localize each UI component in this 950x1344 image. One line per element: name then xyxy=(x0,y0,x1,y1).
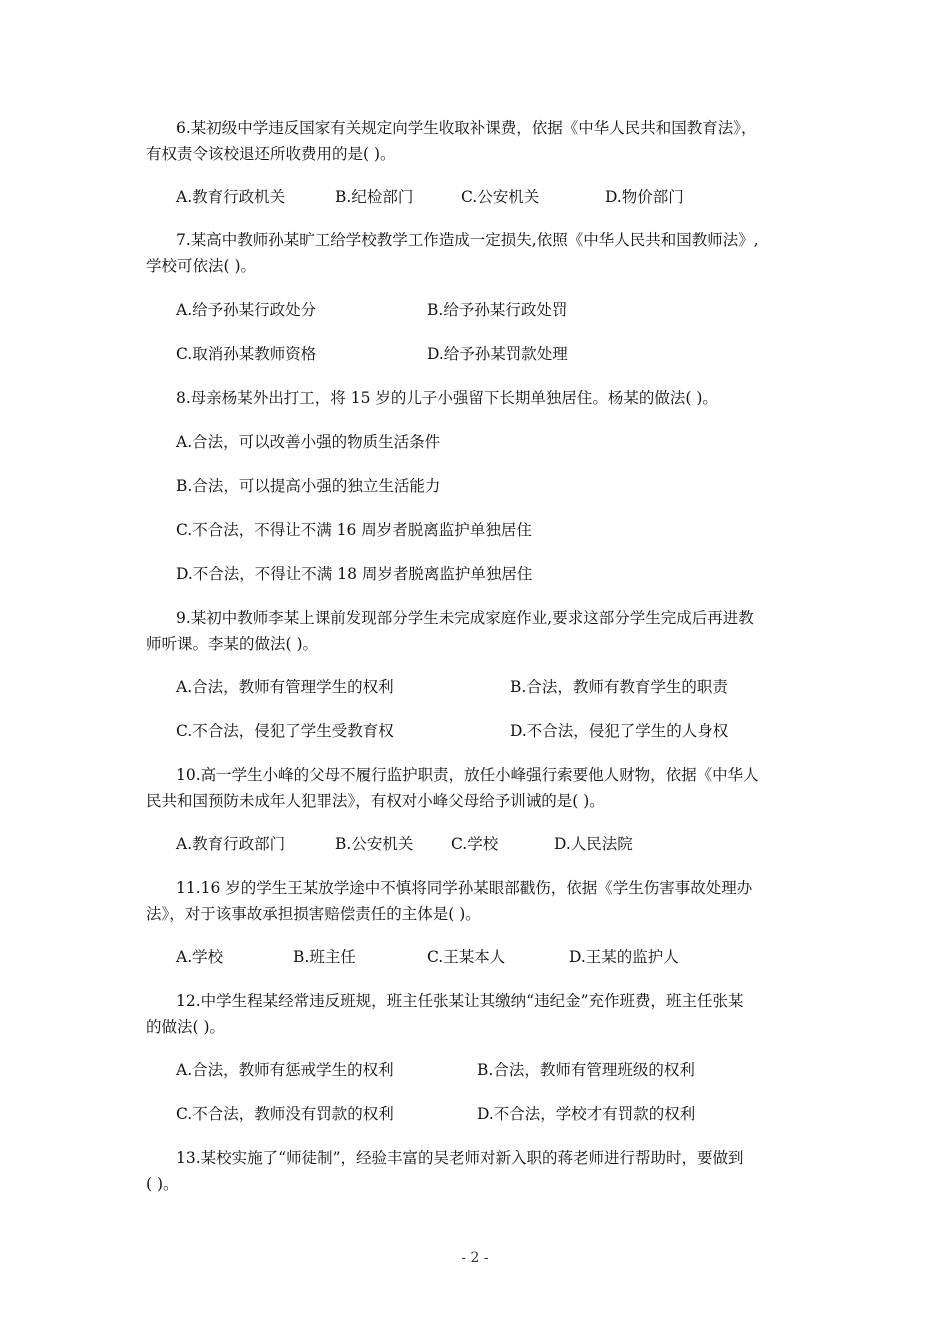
question-9-option-b: B.合法，教师有教育学生的职责 xyxy=(510,678,728,696)
question-9-option-d: D.不合法，侵犯了学生的人身权 xyxy=(510,722,729,740)
question-8-line-1: 8.母亲杨某外出打工，将 15 岁的儿子小强留下长期单独居住。杨某的做法( )。 xyxy=(176,389,718,407)
question-7-option-d: D.给予孙某罚款处理 xyxy=(427,345,568,363)
question-10-option-d: D.人民法院 xyxy=(554,835,633,853)
question-8-option-c: C.不合法，不得让不满 16 周岁者脱离监护单独居住 xyxy=(176,521,532,539)
question-12-line-1: 12.中学生程某经常违反班规，班主任张某让其缴纳“违纪金”充作班费，班主任张某 xyxy=(176,992,744,1010)
question-11-option-a: A.学校 xyxy=(176,948,224,966)
question-9-option-c: C.不合法，侵犯了学生受教育权 xyxy=(176,722,394,740)
question-6-option-a: A.教育行政机关 xyxy=(176,188,286,206)
question-13-line-1: 13.某校实施了“师徒制”，经验丰富的吴老师对新入职的蒋老师进行帮助时，要做到 xyxy=(176,1149,744,1167)
question-10-line-2: 民共和国预防未成年人犯罪法》，有权对小峰父母给予训诫的是( )。 xyxy=(146,792,605,810)
question-7-option-b: B.给予孙某行政处罚 xyxy=(427,301,568,319)
question-7-line-1: 7.某高中教师孙某旷工给学校教学工作造成一定损失,依照《中华人民共和国教师法》, xyxy=(176,231,759,249)
page-number: - 2 - xyxy=(461,1250,489,1266)
question-9-option-a: A.合法，教师有管理学生的权利 xyxy=(176,678,394,696)
question-10-line-1: 10.高一学生小峰的父母不履行监护职责，放任小峰强行索要他人财物，依据《中华人 xyxy=(176,766,759,784)
question-9-line-2: 师听课。李某的做法( )。 xyxy=(146,635,319,653)
question-6-option-d: D.物价部门 xyxy=(605,188,684,206)
question-9-line-1: 9.某初中教师李某上课前发现部分学生未完成家庭作业,要求这部分学生完成后再进教 xyxy=(176,609,754,627)
question-10-option-a: A.教育行政部门 xyxy=(176,835,286,853)
question-11-line-1: 11.16 岁的学生王某放学途中不慎将同学孙某眼部戳伤，依据《学生伤害事故处理办 xyxy=(176,879,753,897)
question-12-line-2: 的做法( )。 xyxy=(146,1018,226,1036)
question-12-option-d: D.不合法，学校才有罚款的权利 xyxy=(477,1105,696,1123)
question-7-option-a: A.给予孙某行政处分 xyxy=(176,301,317,319)
question-8-option-a: A.合法，可以改善小强的物质生活条件 xyxy=(176,433,441,451)
question-7-line-2: 学校可依法( )。 xyxy=(146,257,257,275)
question-11-option-b: B.班主任 xyxy=(293,948,356,966)
question-11-line-2: 法》，对于该事故承担损害赔偿责任的主体是( )。 xyxy=(146,905,481,923)
question-8-option-b: B.合法，可以提高小强的独立生活能力 xyxy=(176,477,441,495)
question-12-option-c: C.不合法，教师没有罚款的权利 xyxy=(176,1105,394,1123)
question-12-option-b: B.合法，教师有管理班级的权利 xyxy=(477,1061,695,1079)
question-6-line-1: 6.某初级中学违反国家有关规定向学生收取补课费，依据《中华人民共和国教育法》， xyxy=(176,119,757,137)
question-11-option-d: D.王某的监护人 xyxy=(569,948,679,966)
question-7-option-c: C.取消孙某教师资格 xyxy=(176,345,317,363)
question-11-option-c: C.王某本人 xyxy=(427,948,506,966)
question-10-option-c: C.学校 xyxy=(451,835,499,853)
question-8-option-d: D.不合法，不得让不满 18 周岁者脱离监护单独居住 xyxy=(176,565,533,583)
question-6-option-b: B.纪检部门 xyxy=(335,188,414,206)
question-12-option-a: A.合法，教师有惩戒学生的权利 xyxy=(176,1061,394,1079)
question-10-option-b: B.公安机关 xyxy=(335,835,414,853)
question-6-option-c: C.公安机关 xyxy=(461,188,540,206)
question-6-line-2: 有权责令该校退还所收费用的是( )。 xyxy=(146,145,396,163)
question-13-line-2: ( )。 xyxy=(146,1175,179,1193)
